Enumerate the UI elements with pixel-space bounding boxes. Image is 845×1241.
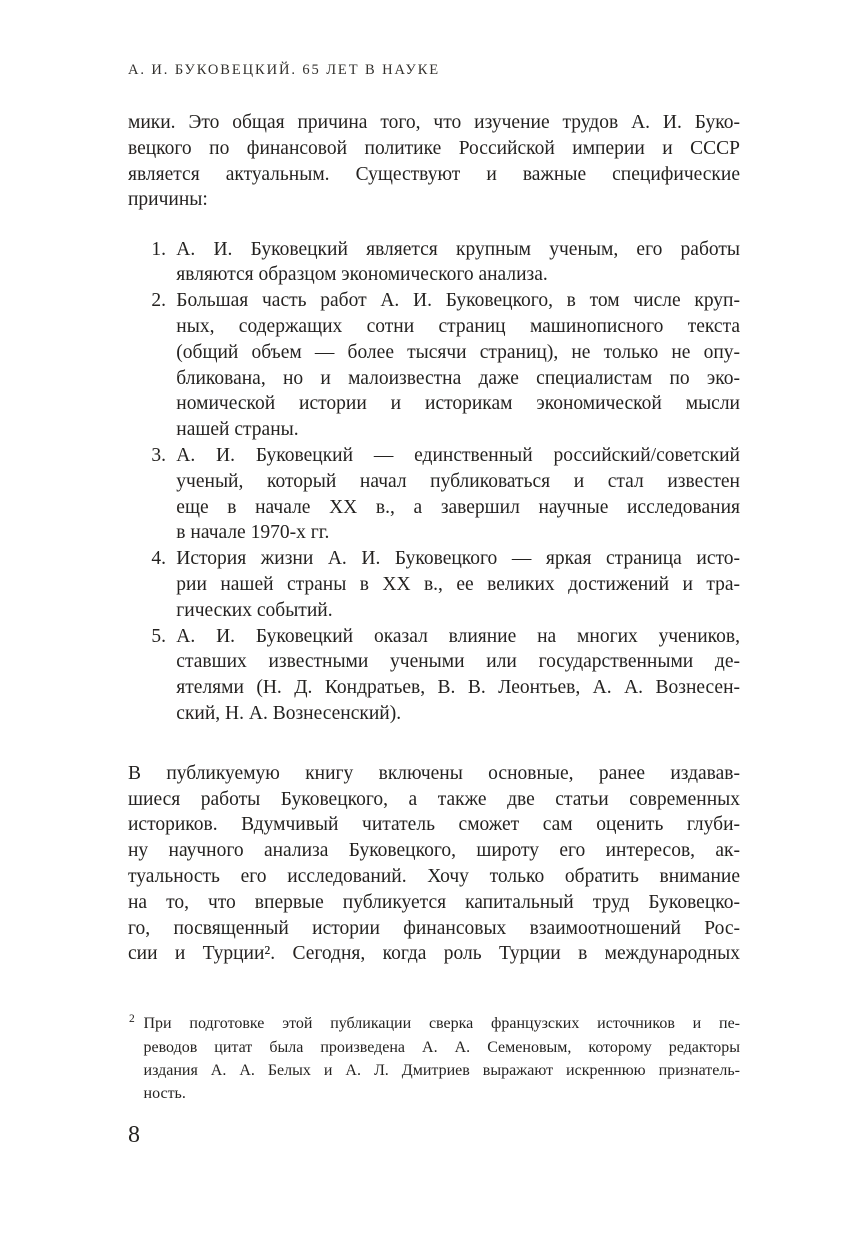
list-item-5-number: 5. bbox=[151, 625, 166, 647]
list-item-1 bbox=[128, 237, 740, 289]
footnote-marker: 2 bbox=[129, 1013, 135, 1026]
paragraph-continuation: мики. Это общая причина того, что изучение трудов А. И. Буко- вецкого по финансовой политике Российской империи и СССР является актуальным. Существуют и важные специфические причины: bbox=[128, 112, 740, 211]
footnote-text: При подготовке этой публикации сверка французских источников и пе- реводов цитат была произведена А. А. Семеновым, которому редакторы издания А. А. Белых и А. Л. Дмитриев выражают искреннюю признатель- ность. bbox=[143, 1015, 740, 1103]
list-item-4 bbox=[128, 546, 740, 623]
page-number: 8 bbox=[128, 1122, 140, 1149]
paragraph-closing: В публикуемую книгу включены основные, ранее издавав- шиеся работы Буковецкого, а также две статьи современных историков. Вдумчивый читатель сможет сам оценить глуби- ну научного анализа Буковецкого, широту его интересов, ак- туальность его исследований. Хочу только обратить внимание на то, что впервые публикуется капитальный труд Буковецко- го, посвященный истории финансовых взаимоотношений Рос- сии и Турции². Сегодня, когда роль Турции в международных bbox=[128, 762, 740, 965]
list-item-5-text: А. И. Буковецкий оказал влияние на многих учеников, ставших известными учеными или государственными де- ятелями (Н. Д. Кондратьев, В. В. Леонтьев, А. А. Вознесен- ский, Н. А. Вознесенский). bbox=[176, 625, 740, 725]
running-header: А. И. БУКОВЕЦКИЙ. 65 ЛЕТ В НАУКЕ bbox=[128, 62, 441, 78]
list-item-4-number: 4. bbox=[151, 548, 166, 570]
list-item-2-number: 2. bbox=[151, 290, 166, 312]
numbered-list bbox=[128, 237, 740, 727]
list-item-2-text: Большая часть работ А. И. Буковецкого, в том числе круп- ных, содержащих сотни страниц машинописного текста (общий объем — более тысячи страниц), не только не опу- бликована, но и малоизвестна даже специалистам по эко- номической истории и историкам экономической мысли нашей страны. bbox=[176, 290, 740, 441]
list-item-5 bbox=[128, 624, 740, 727]
list-item-3-number: 3. bbox=[151, 445, 166, 467]
list-item-1-number: 1. bbox=[151, 238, 166, 260]
footnote bbox=[128, 1012, 740, 1105]
text-column bbox=[128, 61, 740, 1150]
list-item-2 bbox=[128, 288, 740, 443]
list-item-1-text: А. И. Буковецкий является крупным ученым, его работы являются образцом экономического анализа. bbox=[176, 238, 740, 286]
list-item-4-text: История жизни А. И. Буковецкого — яркая страница исто- рии нашей страны в XX в., ее великих достижений и тра- гических событий. bbox=[176, 548, 740, 621]
list-item-3 bbox=[128, 443, 740, 546]
list-item-3-text: А. И. Буковецкий — единственный российский/советский ученый, который начал публиковаться и стал известен еще в начале XX в., а завершил научные исследования в начале 1970-х гг. bbox=[176, 445, 740, 544]
